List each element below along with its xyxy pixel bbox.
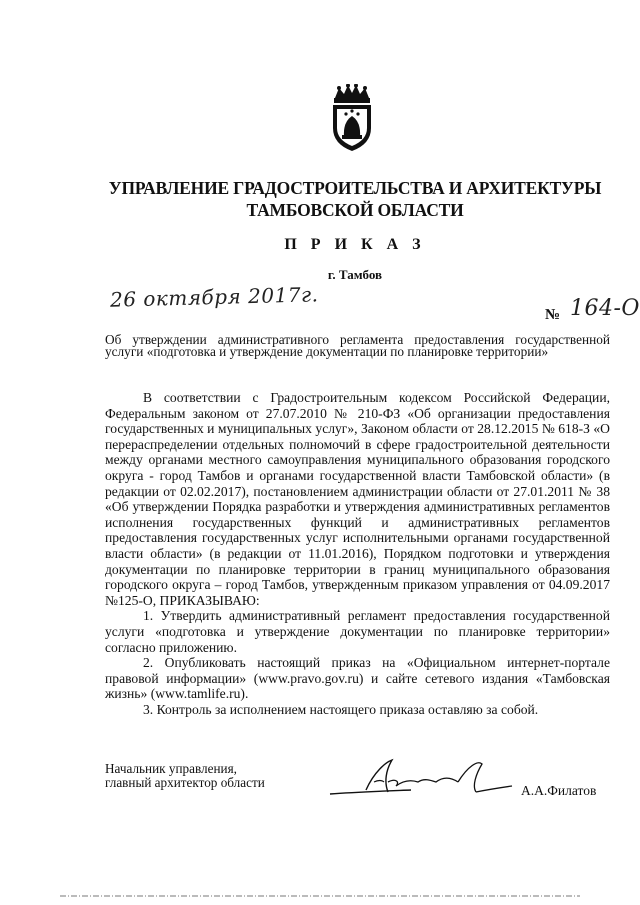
handwritten-signature (326, 752, 516, 802)
position-line-1: Начальник управления, (105, 761, 237, 776)
order-subject: Об утверждении административного регламента предоставления государственной услуги «подготовка и утверждение документации по планировке территории» (105, 332, 610, 359)
order-item-2: 2. Опубликовать настоящий приказ на «Официальном интернет-портале правовой информации» (www.pravo.gov.ru) и сайте сетевого издания «Тамбовская жизнь» (www.tamlife.ru). (105, 655, 610, 702)
organization-name (60, 177, 640, 221)
order-body (105, 390, 610, 717)
signatory-name: А.А.Филатов (521, 783, 597, 798)
org-line-1: УПРАВЛЕНИЕ ГРАДОСТРОИТЕЛЬСТВА И АРХИТЕКТУРЫ (108, 178, 602, 198)
order-item-1: 1. Утвердить административный регламент предоставления государственной услуги «подготовка и утверждение документации по планировке территории» согласно приложению. (105, 608, 610, 655)
bottom-edge-line (60, 893, 580, 901)
coat-of-arms-icon (327, 84, 377, 152)
org-line-2: ТАМБОВСКОЙ ОБЛАСТИ (246, 200, 464, 220)
position-line-2: главный архитектор области (105, 774, 265, 790)
handwritten-order-number: 164-О (570, 296, 640, 321)
order-item-3: 3. Контроль за исполнением настоящего приказа оставляю за собой. (143, 701, 539, 717)
handwritten-date: 26 октября 2017г. (109, 282, 319, 312)
city-label: г. Тамбов (327, 267, 383, 282)
signatory-position (105, 762, 265, 789)
preamble-paragraph: В соответствии с Градостроительным кодексом Российской Федерации, Федеральным законом от 27.07.2010 № 210-ФЗ «Об организации предоставления государственных и муниципальных услуг», Законом области от 28.12.2015 № 618-З «О перераспределении отдельных полномочий в сфере градостроительной деятельности между органами местного самоуправления муниципального образования городского округа - город Тамбов и органами государственной власти Тамбовской области» (в редакции от 02.02.2017), постановлением администрации области от 27.01.2011 № 38 «Об утверждении Порядка разработки и утверждения административных регламентов исполнения государственных функций и административных регламентов предоставления государственных услуг исполнительными органами государственной власти области» (в редакции от 11.01.2016), Порядком подготовки и утверждения документации по планировке территории в границ муниципального образования городского округа – город Тамбов, утвержденным приказом управления от 04.09.2017 №125-О, ПРИКАЗЫВАЮ: (105, 390, 610, 608)
order-number-label: № (545, 307, 561, 323)
document-type-title: П Р И К А З (284, 236, 426, 253)
